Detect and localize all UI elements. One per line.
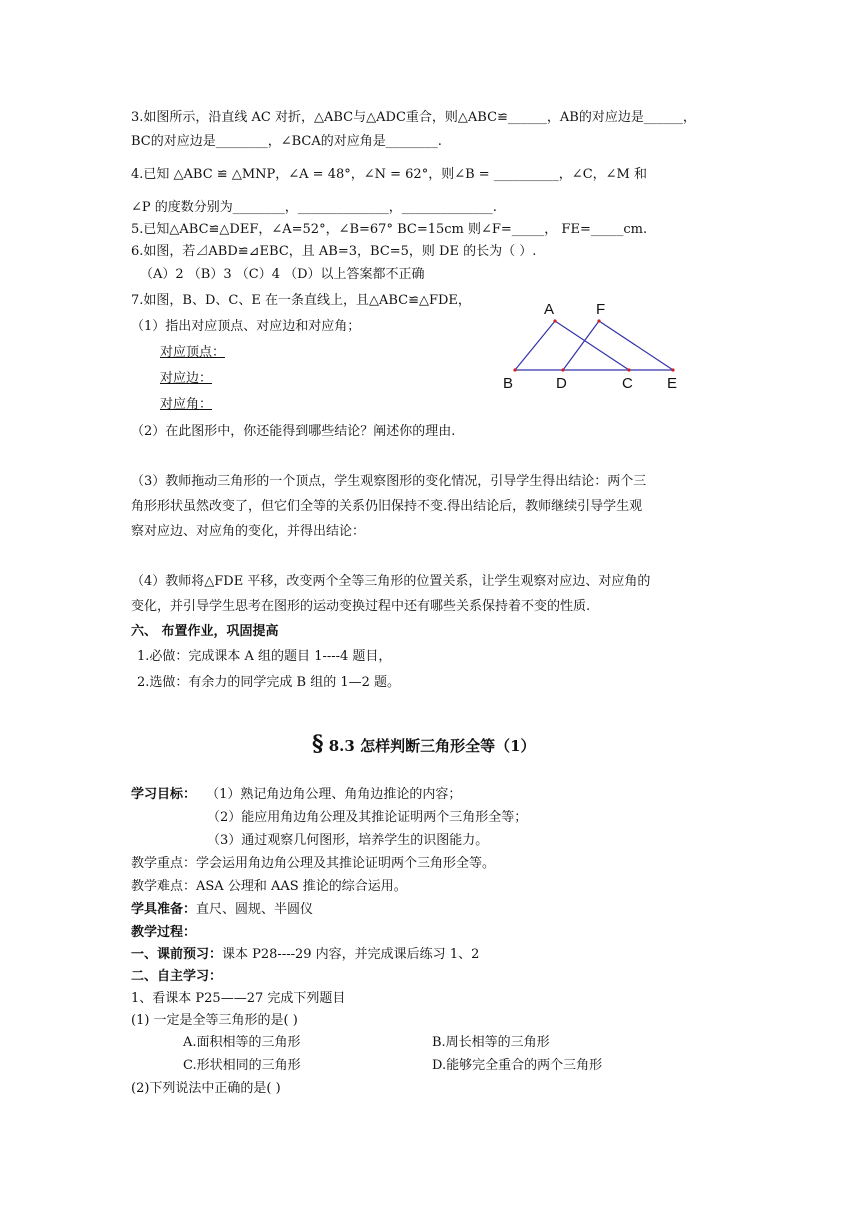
question-3-line1: 3.如图所示，沿直线 AC 对折，△ABC与△ADC重合，则△ABC≌______，AB的对应边是______， (131, 110, 696, 125)
option-d: D.能够完全重合的两个三角形 (432, 1058, 603, 1073)
segment-df (563, 321, 599, 370)
question-7-part2: （2）在此图形中，你还能得到哪些结论？阐述你的理由. (131, 424, 456, 439)
question-6: 6.如图，若⊿ABD≌⊿EBC，且 AB=3，BC=5，则 DE 的长为（ ）. (131, 244, 537, 259)
option-b: B.周长相等的三角形 (432, 1035, 550, 1050)
label-c: C (622, 375, 633, 392)
section-6-heading: 六、 布置作业，巩固提高 (131, 624, 279, 639)
question-7-part1: （1）指出对应顶点、对应边和对应角； (131, 319, 361, 334)
teaching-difficulty: 教学难点：ASA 公理和 AAS 推论的综合运用。 (131, 879, 407, 894)
segment-fe (599, 321, 673, 370)
self-study-heading: 二、自主学习： (131, 969, 223, 984)
tools-line (131, 901, 313, 919)
point-c (627, 368, 630, 371)
question-7-part4-line1: （4）教师将△FDE 平移，改变两个全等三角形的位置关系，让学生观察对应边、对应角的 (131, 574, 651, 589)
label-a: A (544, 301, 555, 318)
teaching-key-point: 教学重点：学会运用角边角公理及其推论证明两个三角形全等。 (131, 856, 496, 871)
option-c: C.形状相同的三角形 (183, 1058, 301, 1073)
goal-3: （3）通过观察几何图形，培养学生的识图能力。 (207, 833, 489, 848)
corresponding-vertices-label: 对应顶点： (160, 345, 226, 360)
corresponding-angles-label: 对应角： (160, 397, 213, 412)
tools-text: 直尺、圆规、半圆仪 (196, 902, 314, 917)
option-a: A.面积相等的三角形 (183, 1035, 301, 1050)
question-7-part4-line2: 变化，并引导学生思考在图形的运动变换过程中还有哪些关系保持着不变的性质. (131, 599, 591, 614)
point-a (553, 319, 556, 322)
question-7-part3-line1: （3）教师拖动三角形的一个顶点，学生观察图形的变化情况，引导学生得出结论：两个三 (131, 474, 647, 489)
point-b (513, 368, 516, 371)
goal-2: （2）能应用角边角公理及其推论证明两个三角形全等； (207, 810, 528, 825)
question-7-part3-line2: 角形形状虽然改变了，但它们全等的关系仍旧保持不变.得出结论后，教师继续引导学生观 (131, 499, 643, 514)
homework-2: 2.选做：有余力的同学完成 B 组的 1—2 题。 (137, 675, 401, 690)
question-7: 7.如图，B、D、C、E 在一条直线上，且△ABC≌△FDE， (131, 293, 471, 308)
question-7-part3-line3: 察对应边、对应角的变化，并得出结论： (131, 524, 366, 539)
lesson-title-text: 8.3 怎样判断三角形全等（1） (328, 737, 536, 755)
question-1-1: (1) 一定是全等三角形的是( ) (131, 1013, 298, 1028)
question-4-line2: ∠P 的度数分别为________，______________，______________. (131, 200, 497, 215)
lesson-title (312, 731, 536, 757)
label-b: B (503, 375, 514, 392)
label-e: E (667, 375, 678, 392)
triangle-figure (495, 298, 695, 398)
section-symbol: § (312, 731, 324, 757)
question-6-options: （A）2 （B）3 （C）4 （D）以上答案都不正确 (140, 267, 425, 282)
label-f: F (596, 301, 606, 318)
question-1-2: (2)下列说法中正确的是( ) (131, 1081, 281, 1096)
learning-goals-label: 学习目标： (131, 787, 197, 802)
teaching-process-heading: 教学过程： (131, 925, 197, 940)
question-3-line2: BC的对应边是________，∠BCA的对应角是________. (131, 134, 442, 149)
point-d (561, 368, 564, 371)
tools-label: 学具准备： (131, 902, 197, 917)
point-f (597, 319, 600, 322)
segment-ab (515, 321, 555, 370)
goal-1: （1）熟记角边角公理、角角边推论的内容； (206, 787, 462, 802)
point-e (671, 368, 674, 371)
segment-ac (555, 321, 629, 370)
question-4-line1: 4.已知 △ABC ≌ △MNP，∠A = 48°，∠N = 62°，则∠B = __________，∠C，∠M 和 (131, 167, 647, 182)
self-study-item-1: 1、看课本 P25——27 完成下列题目 (131, 991, 346, 1006)
label-d: D (556, 375, 567, 392)
preview-text: 课本 P28----29 内容，并完成课后练习 1、2 (222, 947, 480, 962)
question-5: 5.已知△ABC≌△DEF，∠A=52°，∠B=67° BC=15cm 则∠F=_____， FE=_____cm. (131, 222, 648, 237)
homework-1: 1.必做：完成课本 A 组的题目 1----4 题目， (137, 649, 392, 664)
learning-goals (131, 786, 461, 804)
corresponding-sides-label: 对应边： (160, 371, 213, 386)
preview-line (131, 946, 479, 964)
preview-label: 一、课前预习： (131, 947, 223, 962)
